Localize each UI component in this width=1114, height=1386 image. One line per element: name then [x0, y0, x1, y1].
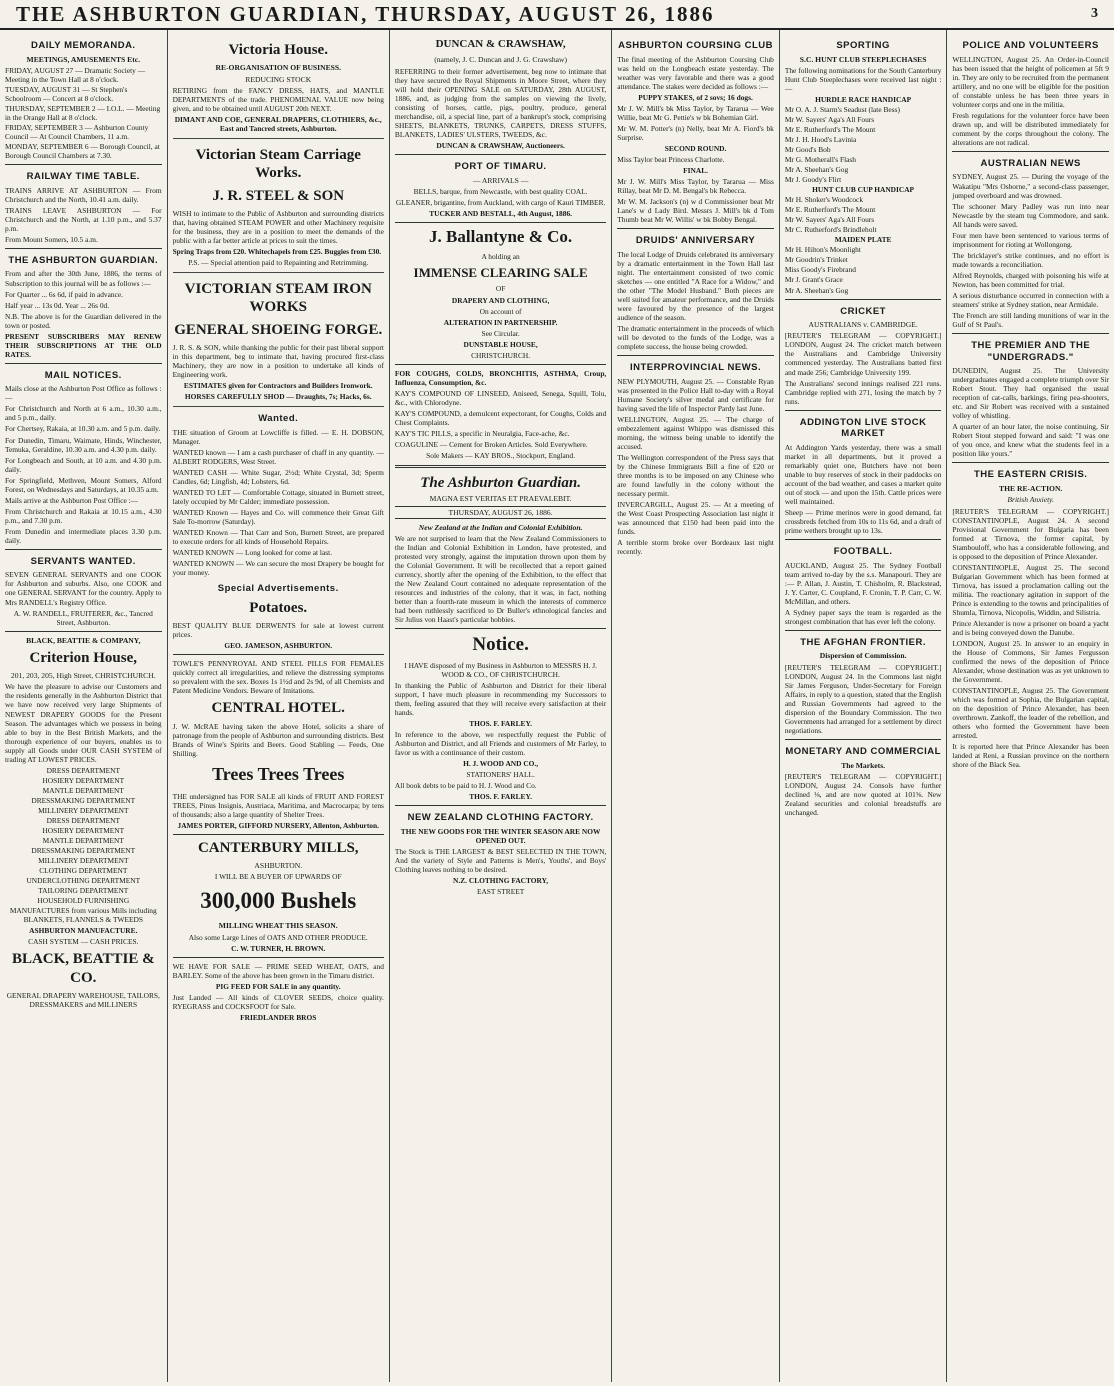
mail-notices-heading: MAIL NOTICES. [44, 369, 122, 381]
police-heading: POLICE AND VOLUNTEERS [962, 40, 1099, 51]
list-item: UNDERCLOTHING DEPARTMENT [26, 876, 141, 886]
column-2 [168, 30, 390, 1382]
list-item: DRESSMAKING DEPARTMENT [31, 795, 136, 805]
list-item: HUNT CLUB CUP HANDICAP [812, 185, 915, 195]
coursing-heading: ASHBURTON COURSING CLUB [618, 40, 773, 51]
paragraph: INVERCARGILL, August 25. — At a meeting of the West Coast Prospecting Association last night it was announced that £150 had been paid into the funds. [617, 500, 774, 537]
criterion-intro: BLACK, BEATTIE & COMPANY, [26, 635, 141, 645]
paragraph: CHRISTCHURCH. [471, 350, 531, 360]
divider [5, 631, 162, 632]
column-3 [390, 30, 612, 1382]
divider [617, 355, 774, 356]
signature: DUNCAN & CRAWSHAW, Auctioneers. [436, 140, 565, 150]
paragraph: DRAPERY AND CLOTHING, [451, 295, 550, 305]
paragraph: From and after the 30th June, 1886, the terms of Subscription to this journal will be as follows :— [5, 269, 162, 288]
paragraph: TRAINS LEAVE ASHBURTON — For Christchurch and the North, at 1.10 p.m., and 5.37 p.m. [5, 205, 162, 233]
list-item: Mr H. Hilton's Moonlight [784, 245, 861, 255]
paragraph: THE NEW GOODS FOR THE WINTER SEASON ARE NOW OPENED OUT. [400, 826, 601, 845]
iron-sub: GENERAL SHOEING FORGE. [174, 321, 383, 338]
guardian-nameplate: The Ashburton Guardian. [420, 474, 581, 491]
central-heading: CENTRAL HOTEL. [211, 700, 345, 717]
divider [785, 739, 942, 740]
list-item: Mr C. Rutherford's Brindleholt [784, 225, 877, 235]
paragraph: FOR COUGHS, COLDS, BRONCHITIS, ASTHMA, Croup, Influenza, Consumption, &c. [394, 368, 607, 387]
divider [395, 805, 606, 806]
paragraph: A terrible storm broke over Bordeaux last night recently. [617, 538, 774, 557]
signature: DIMANT AND COE, GENERAL DRAPERS, CLOTHIERS, &c., East and Tancred streets, Ashburton. [174, 114, 382, 133]
list-item: Mr E. Rutherford's The Mount [784, 205, 876, 215]
paragraph: The bricklayer's strike continues, and no effort is made towards a reconciliation. [952, 250, 1109, 269]
divider [785, 630, 942, 631]
list-item: MANTLE DEPARTMENT [42, 835, 124, 845]
paragraph: The Stock is THE LARGEST & BEST SELECTED IN THE TOWN, And the variety of Style and Patterns is Men's, Youths', and Boys' Clothing leaves nothing to be desired. [394, 846, 607, 874]
paragraph: A holding an [481, 251, 520, 261]
paragraph: PRESENT SUBSCRIBERS MAY RENEW THEIR SUBSCRIPTIONS AT THE OLD RATES. [5, 331, 162, 359]
list-item: HOSIERY DEPARTMENT [42, 775, 125, 785]
list-item: Mr A. Sheehan's Gog [784, 165, 849, 175]
paragraph: WANTED CASH — White Sugar, 2½d; White Crystal, 3d; Sperm Candles, 6d; Lingfish, 4d; Lobsters, 6d. [172, 467, 384, 486]
steam-heading: Victorian Steam Carriage Works. [195, 146, 361, 182]
guardian-date: THURSDAY, AUGUST 26, 1886. [395, 506, 606, 519]
page-number: 3 [1091, 6, 1098, 21]
list-item: FRIDAY, AUGUST 27 — Dramatic Society — Meeting in the Town Hall at 8 o'clock. [5, 65, 146, 84]
paragraph: On account of [479, 306, 522, 316]
paragraph: Mr J. W. Mill's Miss Taylor, by Tararua — Miss Rillay, beat Mr D. M. Bengal's bk Rebecca. [617, 176, 774, 195]
paragraph: ALTERATION IN PARTNERSHIP. [443, 317, 558, 327]
list-item: THURSDAY, SEPTEMBER 2 — I.O.L. — Meeting in the Orange Hall at 8 o'clock. [5, 103, 161, 122]
paragraph: GLEANER, brigantine, from Auckland, with cargo of Kauri TIMBER. [395, 197, 606, 207]
paragraph: RETIRING from the FANCY DRESS, HATS, and MANTLE DEPARTMENTS of the trade. PHENOMENAL VALUE now being given, and to be obtained until AUGUST 20th NEXT. [172, 85, 384, 113]
paragraph: WISH to intimate to the Public of Ashburton and surrounding districts that, having obtained STEAM POWER and other Machinery requisite for the business, they are in a position to meet the demands of the public with a far better article at prices to suit the times. [172, 208, 384, 245]
list-item: Mr Goodrin's Trinket [784, 255, 848, 265]
paragraph: From Christchurch and Rakaia at 10.15 a.m., 4.30 p.m., and 7.30 p.m. [5, 506, 162, 525]
meetings-heading: MEETINGS, AMUSEMENTS Etc. [26, 54, 141, 64]
ad-steam-carriage [173, 139, 384, 273]
paragraph: BELLS, barque, from Newcastle, with best quality COAL. [413, 186, 588, 196]
divider [785, 410, 942, 411]
nz-heading: NEW ZEALAND CLOTHING FACTORY. [407, 811, 594, 823]
monetary-sub: The Markets. [841, 760, 886, 770]
paragraph: Half year ... 13s 0d. Year ... 26s 0d. [5, 300, 110, 310]
paragraph: [REUTER'S TELEGRAM — COPYRIGHT.] LONDON, August 24. The cricket match between the Australians and Cambridge University commenced yesterday. The Australians batted first and made 256; Cambridge University 199. [784, 331, 942, 377]
divider [952, 333, 1109, 334]
paragraph: WELLINGTON, August 25. An Order-in-Council has been issued that the height of policemen at 5ft 9 in. They are only to be recruited from the permanent artillery, and no one will be eligible for the position of constable unless he has been three years in volunteer corps and one in the militia. [952, 54, 1109, 109]
paragraph: Mr W. M. Potter's (n) Nelly, beat Mr A. Fiord's bk Surprise. [617, 123, 774, 142]
paragraph: For Dunedin, Timaru, Waimate, Hinds, Winchester, Temuka, Geraldine, 10.30 a.m. and 4.30 p.m. daily. [5, 435, 162, 454]
paragraph: At Addington Yards yesterday, there was a small market in all departments, but it proved a remarkably quiet one, Butchers have not been unable to buy reserves of stock in their paddocks on account of the bad weather, and cases a market quite out of stock — and upon the 15th. Cattle prices were well maintained. [784, 442, 942, 506]
football-heading: FOOTBALL. [833, 546, 893, 558]
list-item: MONDAY, SEPTEMBER 6 — Borough Council, at Borough Council Chambers at 7.30. [5, 142, 160, 161]
list-item: MAIDEN PLATE [834, 235, 892, 245]
list-item: MILLINERY DEPARTMENT [38, 855, 129, 865]
list-item: HURDLE RACE HANDICAP [815, 94, 912, 104]
signature: JAMES PORTER, GIFFORD NURSERY, Allenton, Ashburton. [177, 820, 379, 830]
list-item: DRESSMAKING DEPARTMENT [31, 845, 136, 855]
paragraph: CONSTANTINOPLE, August 25. The second Bulgarian Government which has been formed at Tirnova, has issued a proclamation calling out the militia. The reactionary agitation in support of the Prince is extending to the towns and principalities of Shumla, Tirnova, Nicopolis, Widdin, and Silistria. [952, 562, 1109, 617]
paragraph: TRAINS ARRIVE AT ASHBURTON — From Christchurch and the North, 10.41 a.m. daily. [5, 185, 162, 204]
canterbury-heading: CANTERBURY MILLS, [197, 839, 359, 856]
sporting-list [785, 95, 942, 295]
paragraph: COAGULINE — Cement for Broken Articles. Sold Everywhere. [394, 439, 588, 449]
canterbury-sub: ASHBURTON. [254, 861, 303, 871]
servants-heading: SERVANTS WANTED. [30, 555, 136, 567]
victoria-reducing: REDUCING STOCK [245, 74, 312, 84]
eastern-sub2: British Anxiety. [1007, 495, 1055, 505]
bushels-sub: MILLING WHEAT THIS SEASON. [218, 921, 338, 931]
paragraph: ESTIMATES given for Contractors and Builders Ironwork. [183, 381, 373, 391]
signature: FRIEDLANDER BROS [240, 1012, 317, 1022]
divider [617, 228, 774, 229]
columns [0, 30, 1114, 1382]
list-item: Mr A. Sheehan's Gog [784, 285, 849, 295]
paragraph: DUNSTABLE HOUSE, [463, 339, 538, 349]
divider [173, 654, 384, 655]
paragraph: SYDNEY, August 25. — During the voyage of the Wakatipu "Mrs Osborne," a second-class passenger, jumped overboard and was drowned. [952, 172, 1109, 200]
victoria-sub: RE-ORGANISATION OF BUSINESS. [215, 63, 342, 73]
paragraph: For Longbeach and South, at 10 a.m. and 4.30 p.m. daily. [5, 455, 162, 474]
paragraph: REFERRING to their former advertisement, beg now to intimate that they have secured the Royal Shipments in Moore Street, where they will hold their OPENING SALE on SATURDAY, 28th AUGUST, 1886, and, as judging from the samples on viewing the lively, consisting of horses, cattle, pigs, poultry, produce, general merchandise, oil, a special line, part of a bankrupt's stock, comprising SHEETS, BLANKETS, TRUNKS, CARPETS, DRESS STUFFS, BLANKETS, LADIES' ULSTERS, TWEEDS, &c. [394, 66, 607, 139]
afghan-sub: Dispersion of Commission. [819, 651, 907, 661]
list-item: FRIDAY, SEPTEMBER 3 — Ashburton County Council — At Council Chambers, 11 a.m. [5, 123, 149, 142]
premier-heading: THE PREMIER AND THE "UNDERGRADS." [971, 339, 1091, 363]
paragraph: In reference to the above, we respectfully request the Public of Ashburton and District, and all Friends and customers of Mr Farley, to favor us with a continuance of their custom. [394, 729, 607, 757]
paragraph: In thanking the Public of Ashburton and District for their liberal support, I have much pleasure in recommending my Successors to them, feeling assured that they will receive every satisfaction at their hands. [394, 680, 607, 717]
meetings-list [5, 66, 162, 160]
paragraph: Prince Alexander is now a prisoner on board a yacht and is being conveyed down the Danube. [952, 618, 1109, 637]
paragraph: WANTED known — I am a cash purchaser of chaff in any quantity. — ALBERT RODGERS, West Street. [172, 447, 384, 466]
ballantyne-heading: J. Ballantyne & Co. [429, 226, 573, 246]
paragraph: The following nominations for the South Canterbury Hunt Club Steeplechases were received last night :— [784, 65, 942, 93]
ad-iron-works [173, 273, 384, 407]
divider [395, 628, 606, 629]
wanted-heading: Wanted. [258, 413, 299, 425]
paragraph: OF [495, 284, 506, 294]
potatoes-heading: Potatoes. [249, 599, 308, 616]
paragraph: From Mount Somers, 10.5 a.m. [5, 234, 98, 244]
duncan-heading: DUNCAN & CRAWSHAW, [435, 38, 566, 50]
paragraph: Mr W. M. Jackson's (n) w d Commissioner beat Mr Lane's w d Lady Bird. Messrs J. Mill's bk d Tom Thumb beat Mr W. Willis' w bk Bobby Bengal. [617, 197, 774, 225]
paragraph: ASHBURTON MANUFACTURE. [29, 926, 138, 936]
paragraph: DUNEDIN, August 25. The University undergraduates engaged a complete triumph over Sir Robert Stout. They had organised the usual reception of cat-calls, barkings, firing pea-shooters, etc. and Sir Robert was received with a sustained volley of whistling. [952, 366, 1109, 421]
paragraph: WANTED TO LET — Comfortable Cottage, situated in Burnett street, lately occupied by Mr Calder; immediate possession. [172, 487, 384, 506]
divider [5, 549, 162, 550]
paragraph: PUPPY STAKES, of 2 sovs; 16 dogs. [638, 92, 753, 102]
paragraph: EAST STREET [476, 886, 525, 896]
column-5 [780, 30, 948, 1382]
departments-list [5, 766, 162, 905]
divider [785, 539, 942, 540]
leader-heading: New Zealand at the Indian and Colonial Exhibition. [418, 522, 583, 532]
paragraph: KAY'S COMPOUND, a demulcent expectorant, for Coughs, Colds and Chest Complaints. [394, 408, 607, 427]
eastern-sub: THE RE-ACTION. [999, 484, 1063, 494]
list-item: TAILORING DEPARTMENT [38, 886, 129, 896]
list-item: Mr O. A. J. Starm's Seadust (late Bess) [784, 104, 900, 114]
memoranda-heading: DAILY MEMORANDA. [30, 40, 136, 51]
afghan-heading: THE AFGHAN FRONTIER. [800, 636, 926, 648]
paragraph: STATIONERS' HALL. [466, 769, 535, 779]
paragraph: P.S. — Special attention paid to Repainting and Retrimming. [188, 258, 369, 267]
paragraph: WANTED KNOWN — Long looked for come at last. [172, 548, 333, 558]
masthead-title: THE ASHBURTON GUARDIAN, THURSDAY, AUGUST 26, 1886 [16, 1, 715, 26]
paragraph: See Circular. [481, 328, 520, 338]
trees-heading: Trees Trees Trees [212, 763, 345, 784]
australian-heading: AUSTRALIAN NEWS [980, 157, 1081, 169]
paragraph: THE undersigned has FOR SALE all kinds of FRUIT AND FOREST TREES, Pinus Insignis, Austriaca, Maritima, and Macrocarpa; by tens of thousands; also a large quantity of Shelter Trees. [172, 791, 384, 819]
list-item: Mr J. Grant's Grace [784, 275, 843, 285]
paragraph: FINAL. [683, 165, 708, 175]
signature: TUCKER AND BESTALL, 4th August, 1886. [429, 208, 572, 218]
paragraph: LONDON, August 25. In answer to an enquiry in the House of Commons, Sir James Fergusson confirmed the news of the deposition of Prince Alexander, whose destination was as yet unknown to the Government. [952, 638, 1109, 685]
sporting-heading: SPORTING [836, 40, 890, 51]
railway-heading: RAILWAY TIME TABLE. [26, 171, 140, 183]
divider [952, 462, 1109, 463]
ballantyne-big: IMMENSE CLEARING SALE [413, 264, 588, 280]
list-item: Mr J. Goody's Flirt [784, 175, 842, 185]
monetary-heading: MONETARY AND COMMERCIAL [785, 745, 941, 757]
steam-name: J. R. STEEL & SON [212, 187, 345, 204]
paragraph: The final meeting of the Ashburton Coursing Club was held on the Longbeach estate yesterday. The weather was very favorable and there was a good attendance. The stakes were decided as follows :— [617, 54, 774, 91]
paragraph: J. W. McRAE having taken the above Hotel, solicits a share of patronage from the people of Ashburton and surrounding districts. Best Brands of Wine's Spirits and Beers. Good Stabling — Feeds, One Shilling. [172, 721, 384, 758]
paragraph: PIG FEED FOR SALE in any quantity. [215, 981, 341, 991]
divider [173, 834, 384, 835]
paragraph: From Dunedin and intermediate places 3.30 p.m. daily. [5, 526, 162, 545]
paragraph: N.Z. CLOTHING FACTORY, [453, 875, 549, 885]
paragraph: The schooner Mary Padley was run into near Newcastle by the steam tug Commodore, and sank. All hands were saved. [952, 201, 1109, 229]
port-heading: PORT OF TIMARU. [454, 160, 547, 172]
cricket-sub: AUSTRALIANS v. CAMBRIDGE. [808, 320, 918, 330]
special-heading: Special Advertisements. [217, 583, 339, 595]
paragraph: SECOND ROUND. [664, 143, 727, 153]
paragraph: [REUTER'S TELEGRAM — COPYRIGHT.] LONDON, August 24. In the Commons last night Sir James Ferguson, Under-Secretary for Foreign Affairs, in reply to a question, stated that the English and Russian Governments had agreed to the dispersion of the Boundary Commission. The two Governments had arranged for a settlement by direct negotiations. [784, 662, 942, 735]
paragraph: We are not surprised to learn that the New Zealand Commissioners to the Indian and Colonial Exhibition in London, have protested, and protested very strongly, against the imputation thrown upon them by the Colonial Government. It will be recollected that a report gained currency, shortly after the opening of the Exhibition, to the effect that the New Zealand Court contained no adequate representation of the resources and industries of the colony, that it was, in fact, nothing better than a fourth-rate museum in which the interests of commerce had been ruthlessly sacrificed to Dr Buller's ethnological fancies and Sir Julius von Haast's particular hobbies. [394, 534, 607, 625]
column-1 [0, 30, 168, 1382]
list-item: HOUSEHOLD FURNISHING [37, 896, 130, 906]
list-item: DRESS DEPARTMENT [46, 815, 120, 825]
divider [395, 222, 606, 223]
paragraph: The local Lodge of Druids celebrated its anniversary by a dramatic entertainment in the Town Hall last night. The entertainment consisted of two comic sketches — one entitled "A Race for a Widow," and the other "The Model Husband." Both pieces are well suited for amateur performance, and the Druids were favoured by the presence of the largest audience of the season. [617, 249, 774, 322]
paragraph: H. J. WOOD AND CO., [463, 758, 539, 768]
paragraph: For Springfield, Methven, Mount Somers, Alford Forest, on Wednesdays and Saturdays, at 10.35 a.m. [5, 475, 162, 494]
divider [785, 299, 942, 300]
masthead [0, 0, 1114, 30]
iron-heading: VICTORIAN STEAM IRON WORKS [184, 281, 372, 316]
list-item: Miss Goody's Firebrand [784, 265, 856, 275]
paragraph: Also some Large Lines of OATS AND OTHER PRODUCE. [188, 932, 368, 942]
paragraph: Spring Traps from £20. Whitechapels from £25. Buggies from £30. [172, 246, 382, 256]
bushels-heading: 300,000 Bushels [200, 888, 357, 914]
divider [395, 465, 606, 468]
duncan-sub: (namely, J. C. Duncan and J. G. Crawshaw) [434, 55, 567, 65]
paragraph: N.B. The above is for the Guardian delivered in the town or posted. [5, 311, 162, 330]
paragraph: I WILL BE A BUYER OF UPWARDS OF [214, 872, 342, 882]
paragraph: MANUFACTURES from various Mills including BLANKETS, FLANNELS & TWEEDS [9, 906, 157, 925]
list-item: MILLINERY DEPARTMENT [38, 805, 129, 815]
ad-victoria-house [173, 34, 384, 139]
paragraph: The Australians' second innings realised 221 runs. Cambridge replied with 271, losing the match by 7 runs. [784, 378, 942, 406]
paragraph: KAY'S COMPOUND OF LINSEED, Aniseed, Senega, Squill, Tolu, &c., with Chlorodyne. [394, 388, 607, 407]
signature: C. W. TURNER, H. BROWN. [231, 943, 326, 953]
paragraph: For Chertsey, Rakaia, at 10.30 a.m. and 5 p.m. daily. [5, 424, 161, 434]
list-item: Mr W. Sayers' Aga's All Fours [784, 114, 875, 124]
paragraph: KAY'S TIC PILLS, a specific in Neuralgia, Face-ache, &c. [394, 428, 570, 438]
victoria-heading: Victoria House. [228, 42, 328, 58]
signature: THOS. F. FARLEY. [469, 791, 532, 801]
paragraph: The Wellington correspondent of the Press says that by the Chinese Immigrants Bill a fine of £20 or three months is to be imposed on any Chinese who are found lawfully in the colony without the necessary permit. [617, 452, 774, 498]
divider [5, 363, 162, 364]
paragraph: The French are still landing munitions of war in the Gulf of St Paul's. [952, 310, 1109, 329]
paragraph: WANTED Known — That Carr and Son, Burnett Street, are prepared to execute orders for all kinds of Household Repairs. [172, 528, 384, 547]
signature: Sole Makers — KAY BROS., Stockport, England. [426, 450, 576, 460]
livestock-heading: ADDINGTON LIVE STOCK MARKET [799, 416, 927, 440]
paragraph: AUCKLAND, August 25. The Sydney Football team arrived to-day by the s.s. Manapouri. They are :— P. Allan, J. Austin, T. Chisholm, R. Blackstead, J. Y. Carter, C. Coupland, F. Cronin, T. P. Carr, C. W. McMillan, and others. [784, 560, 942, 606]
list-item: TUESDAY, AUGUST 31 — St Stephen's Schoolroom — Concert at 8 o'clock. [5, 84, 128, 103]
list-item: Mr E. Rutherford's The Mount [784, 125, 876, 135]
divider [395, 364, 606, 365]
list-item: DRESS DEPARTMENT [46, 765, 120, 775]
list-item: MANTLE DEPARTMENT [42, 785, 124, 795]
list-item: Mr Good's Bob [784, 145, 831, 155]
signature: A. W. RANDELL, FRUITERER, &c., Tancred Street, Ashburton. [13, 608, 153, 627]
paragraph: Sheep — Prime merinos were in good demand, fat crossbreds fetched from 10s to 11s 6d, and a draft of prime wethers brought up to 13s. [784, 508, 942, 536]
paragraph: Four men have been sentenced to various terms of imprisonment for rioting at Wollongong. [952, 230, 1109, 249]
criterion-address: 201, 203, 205, High Street, CHRISTCHURCH. [10, 671, 156, 681]
list-item: HOSIERY DEPARTMENT [42, 825, 125, 835]
paragraph: All book debts to be paid to H. J. Wood and Co. [394, 780, 537, 790]
paragraph: Miss Taylor beat Princess Charlotte. [617, 154, 725, 164]
paragraph: [REUTER'S TELEGRAM — COPYRIGHT.] LONDON, August 24. Consols have further declined ⅛, and are now quoted at 101⅝. New Zealand securities and colonial breadstuffs are unchanged. [784, 771, 942, 817]
criterion-heading: Criterion House, [29, 649, 138, 666]
footer-name: BLACK, BEATTIE & CO. [11, 951, 155, 986]
eastern-heading: THE EASTERN CRISIS. [973, 469, 1088, 481]
paragraph: We have the pleasure to advise our Customers and the residents generally in the Ashburton District that we have now received very large Shipments of NEWEST DRAPERY GOODS for the Present Season. The advantages which we possess in being able to buy in the Best British Markets, and the thorough experience of our buyers, enables us to supply all Goods under OUR CASH SYSTEM of trading AT LOWEST PRICES. [5, 682, 162, 764]
paragraph: J. R. S. & SON, while thanking the public for their past liberal support in this department, beg to intimate that, having procured first-class Machinery, they are now in a position to undertake all kinds of Engineering work. [172, 342, 384, 380]
paragraph: WELLINGTON, August 25. — The charge of embezzlement against Whippo was dismissed this morning, the witness being unable to identify the accused. [617, 414, 774, 451]
paragraph: The dramatic entertainment in the proceeds of which will be devoted to the funds of the Lodge, was a complete success, the house being crowded. [617, 323, 774, 351]
paragraph: Mails arrive at the Ashburton Post Office :— [5, 495, 139, 505]
paragraph: WE HAVE FOR SALE — PRIME SEED WHEAT, OATS, and BARLEY. Some of the above has been grown in the Timaru district. [172, 961, 384, 980]
divider [395, 154, 606, 155]
paragraph: WANTED Known — Hayes and Co. will commence their Great Gift Sale To-morrow (Saturday). [172, 507, 384, 526]
paragraph: SEVEN GENERAL SERVANTS and one COOK for Ashburton and suburbs. Also, one COOK and one GENERAL SERVANT for the country. Apply to Mrs RANDELL's Registry Office. [5, 570, 162, 607]
list-item: CLOTHING DEPARTMENT [39, 866, 128, 875]
signature: GEO. JAMESON, ASHBURTON. [224, 641, 333, 651]
paragraph: CASH SYSTEM — CASH PRICES. [28, 937, 139, 947]
paragraph: Mr J. W. Mill's bk Miss Taylor, by Tararua — Wee Willie, beat Mr G. Pettie's w bk Bohemian Girl. [617, 103, 774, 122]
paragraph: BEST QUALITY BLUE DERWENTS for sale at lowest current prices. [172, 621, 384, 640]
signature: THOS. F. FARLEY. [469, 718, 532, 728]
paragraph: NEW PLYMOUTH, August 25. — Constable Ryan was presented in the Police Hall to-day with a Royal Humane Society's silver medal and certificate for having saved the life of Inspector Pardy last June. [617, 376, 774, 413]
paragraph: A serious disturbance occurred in connection with a steamers' strike at Sydney station, near Armidale. [952, 290, 1109, 309]
list-item: Mr H. Shoker's Woodcock [784, 195, 864, 205]
paragraph: [REUTER'S TELEGRAM — COPYRIGHT.] CONSTANTINOPLE, August 24. A second Provisional Government for Bulgaria has been formed at Tirnova, the former capital, by Stambouloff, who has a considerable following, and is opposed to the deposition of Prince Alexander. [952, 506, 1109, 561]
divider [5, 248, 162, 249]
paragraph: A quarter of an hour later, the noise continuing, Sir Robert Stout stepped forward and said: "I was one of you once, and knew what the students feel in a position like yours." [952, 422, 1109, 459]
paragraph: For Quarter ... 6s 6d, if paid in advance. [5, 289, 124, 299]
sporting-sub: S.C. HUNT CLUB STEEPLECHASES [799, 54, 927, 64]
paragraph: Alfred Reynolds, charged with poisoning his wife at Newton, has been committed for trial. [952, 270, 1109, 289]
paragraph: Mails close at the Ashburton Post Office as follows :— [5, 384, 162, 403]
paragraph: WANTED KNOWN — We can secure the most Drapery be bought for your money. [172, 559, 384, 578]
paragraph: TOWLE'S PENNYROYAL AND STEEL PILLS FOR FEMALES quickly correct all irregularities, and relieve the distressing symptoms so prevalent with the sex. Boxes 1s 1½d and 2s 9d, of all Chemists and Patent Medicine Vendors. Beware of Imitations. [172, 659, 384, 696]
list-item: Mr G. Motherall's Flash [784, 155, 856, 165]
guardian-motto: MAGNA EST VERITAS ET PRAEVALEBIT. [429, 494, 572, 504]
paragraph: For Christchurch and North at 6 a.m., 10.30 a.m., and 5 p.m., daily. [5, 404, 162, 423]
footer-sub: GENERAL DRAPERY WAREHOUSE, TAILORS, DRESSMAKERS and MILLINERS [6, 990, 160, 1009]
list-item: Mr W. Sayers' Aga's All Fours [784, 215, 875, 225]
paragraph: A Sydney paper says the team is regarded as the strongest combination that has ever left the colony. [784, 607, 942, 626]
interprovincial-heading: INTERPROVINCIAL NEWS. [629, 362, 762, 374]
divider [173, 957, 384, 958]
column-6 [947, 30, 1114, 1382]
notice-heading: Notice. [472, 634, 529, 656]
paragraph: THE situation of Groom at Lowcliffe is filled. — E. H. DOBSON, Manager. [172, 427, 384, 446]
paragraph: Fresh regulations for the volunteer force have been drawn up, and will be distributed immediately for comment by the corps throughout the colony. The alterations are not radical. [952, 110, 1109, 147]
paragraph: Just Landed — All kinds of CLOVER SEEDS, choice quality. RYEGRASS and COCKSFOOT for Sale. [172, 992, 384, 1011]
guardian-terms-heading: THE ASHBURTON GUARDIAN. [8, 254, 159, 266]
paragraph: I HAVE disposed of my Business in Ashburton to MESSRS H. J. WOOD & CO., OF CHRISTCHURCH. [404, 660, 597, 679]
column-4 [612, 30, 780, 1382]
divider [952, 151, 1109, 152]
cricket-heading: CRICKET [840, 305, 886, 317]
paragraph: It is reported here that Prince Alexander has been landed at Reni, a Russian province on the northern shore of the Black Sea. [952, 742, 1109, 770]
paragraph: HORSES CAREFULLY SHOD — Draughts, 7s; Hacks, 6s. [184, 392, 372, 402]
druids-heading: DRUIDS' ANNIVERSARY [635, 235, 756, 247]
list-item: Mr J. H. Hood's Lavinia [784, 135, 857, 145]
paragraph: CONSTANTINOPLE, August 25. The Government which was formed at Sophia, the Bulgarian capital, on the deposition of Prince Alexander, has been overthrown. Zankoff, the leader of the rebellion, and others who formed the Government have been arrested. [952, 686, 1109, 741]
divider [5, 164, 162, 165]
arrivals-heading: — ARRIVALS — [472, 175, 529, 185]
